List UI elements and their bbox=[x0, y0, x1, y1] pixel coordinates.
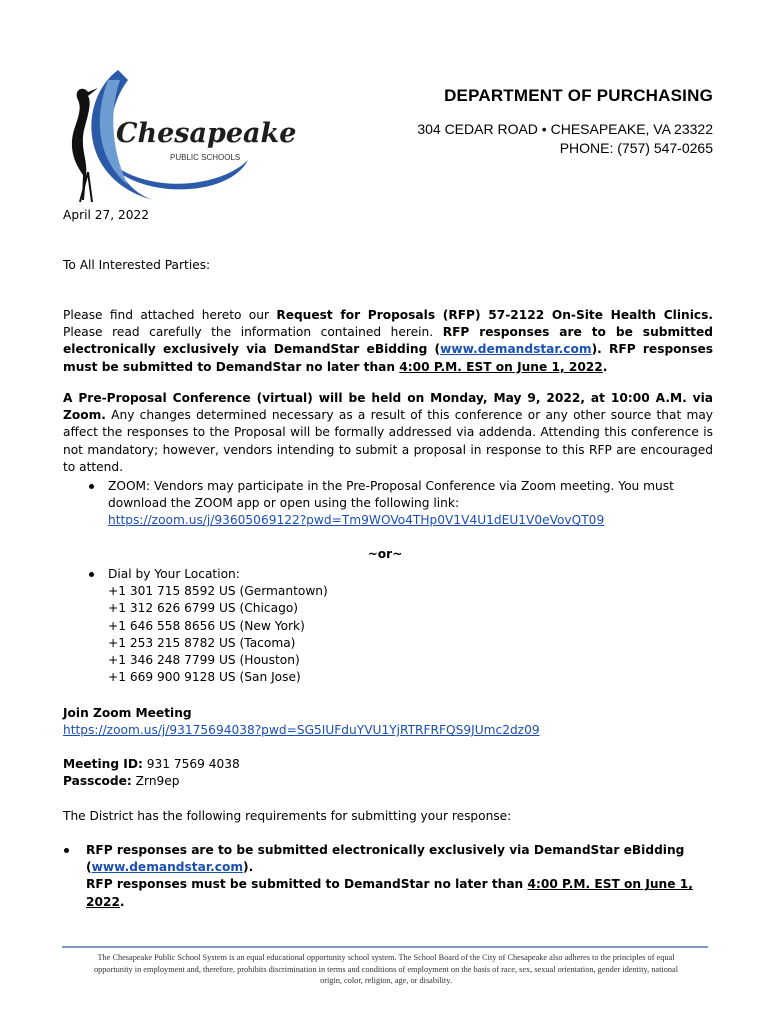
logo-subtitle: PUBLIC SCHOOLS bbox=[170, 153, 241, 162]
phone-number: +1 312 626 6799 US (Chicago) bbox=[108, 601, 299, 616]
footer-notice: The Chesapeake Public School System is an equal educational opportunity school system. The School Board of the City of Chesapeake also adheres to the principles of equal opportunity in employment and, therefore, prohibits discrimination in terms and conditions of employment on the basis of race, sex, sexual orientation, gender identity, national origin, color, religion, age, or disability. bbox=[93, 953, 679, 985]
department-title: DEPARTMENT OF PURCHASING bbox=[444, 86, 713, 105]
period: . bbox=[602, 359, 608, 374]
req-close: ). bbox=[243, 860, 254, 875]
requirements-intro: The District has the following requirements for submitting your response: bbox=[63, 809, 512, 823]
deadline-note: ). RFP responses must be submitted to DemandStar no later than bbox=[63, 342, 713, 374]
join-zoom-heading: Join Zoom Meeting bbox=[63, 706, 192, 720]
phone-number: +1 346 248 7799 US (Houston) bbox=[108, 653, 300, 668]
phone-number: +1 301 715 8592 US (Germantown) bbox=[108, 584, 328, 599]
paragraph-conference bbox=[63, 390, 713, 476]
req-deadline-text: RFP responses must be submitted to DemandStar no later than bbox=[86, 877, 528, 892]
or-separator: ~or~ bbox=[367, 547, 403, 561]
phone-number: +1 253 215 8782 US (Tacoma) bbox=[108, 635, 296, 650]
meeting-id-label: Meeting ID: bbox=[63, 757, 143, 771]
rfp-title: Request for Proposals (RFP) 57-2122 On-Site Health Clinics. bbox=[276, 308, 713, 322]
conference-announcement: A Pre-Proposal Conference (virtual) will be held on Monday, May 9, 2022, at 10:00 A.M. via Zoom. bbox=[63, 391, 713, 423]
paragraph-intro bbox=[63, 307, 713, 376]
chesapeake-logo bbox=[58, 60, 297, 210]
intro-text: Please find attached hereto our bbox=[63, 308, 277, 322]
submission-note: RFP responses are to be submitted electronically exclusively via DemandStar eBidding ( bbox=[63, 325, 713, 357]
letter-date: April 27, 2022 bbox=[63, 208, 150, 222]
zoom-link[interactable]: https://zoom.us/j/93605069122?pwd=Tm9WOVo4THp0V1V4U1dEU1V0eVovQT09 bbox=[108, 513, 605, 528]
requirements-bullet bbox=[86, 842, 716, 911]
phone-number: +1 646 558 8656 US (New York) bbox=[108, 618, 305, 633]
address: 304 CEDAR ROAD • CHESAPEAKE, VA 23322 bbox=[417, 121, 713, 137]
contact-block bbox=[417, 120, 713, 158]
passcode: Zrn9ep bbox=[131, 774, 180, 789]
conference-details: Any changes determined necessary as a result of this conference or any other source that may affect the responses to the Proposal will be formally addressed via addenda. Attending this conference is not mandatory; however, vendors intending to submit a proposal in response to this RFP are encouraged to attend. bbox=[63, 408, 713, 474]
demandstar-link-2[interactable]: www.demandstar.com bbox=[91, 860, 244, 875]
zoom-bullet bbox=[108, 478, 708, 530]
phone: PHONE: (757) 547-0265 bbox=[559, 140, 713, 156]
join-zoom-link[interactable]: https://zoom.us/j/93175694038?pwd=SG5IUFduYVU1YjRTRFRFQS9JUmc2dz09 bbox=[63, 723, 540, 738]
dial-heading: Dial by Your Location: bbox=[108, 567, 240, 581]
zoom-instructions: ZOOM: Vendors may participate in the Pre-Proposal Conference via Zoom meeting. You must download the ZOOM app or open using the following link: bbox=[108, 479, 674, 511]
passcode-label: Passcode: bbox=[63, 774, 132, 789]
meeting-id: 931 7569 4038 bbox=[142, 757, 240, 771]
footer-divider bbox=[62, 946, 708, 948]
req-period: . bbox=[119, 894, 125, 909]
bullet-icon bbox=[64, 848, 69, 853]
intro-text-2: Please read carefully the information contained herein. bbox=[63, 325, 443, 340]
dial-bullet bbox=[108, 566, 708, 686]
salutation: To All Interested Parties: bbox=[63, 258, 211, 272]
req-submission: RFP responses are to be submitted electronically exclusively via DemandStar eBidding ( bbox=[86, 843, 685, 875]
demandstar-link[interactable]: www.demandstar.com bbox=[440, 342, 592, 357]
deadline-date: 4:00 P.M. EST on June 1, 2022 bbox=[399, 359, 603, 374]
req-deadline-date: 4:00 P.M. EST on June 1, 2022 bbox=[86, 877, 693, 909]
phone-number: +1 669 900 9128 US (San Jose) bbox=[108, 670, 301, 685]
meeting-credentials bbox=[63, 756, 240, 790]
bullet-icon bbox=[89, 572, 94, 577]
logo-wordmark: Chesapeake bbox=[116, 118, 297, 149]
join-zoom-block bbox=[63, 705, 540, 739]
bullet-icon bbox=[89, 484, 94, 489]
